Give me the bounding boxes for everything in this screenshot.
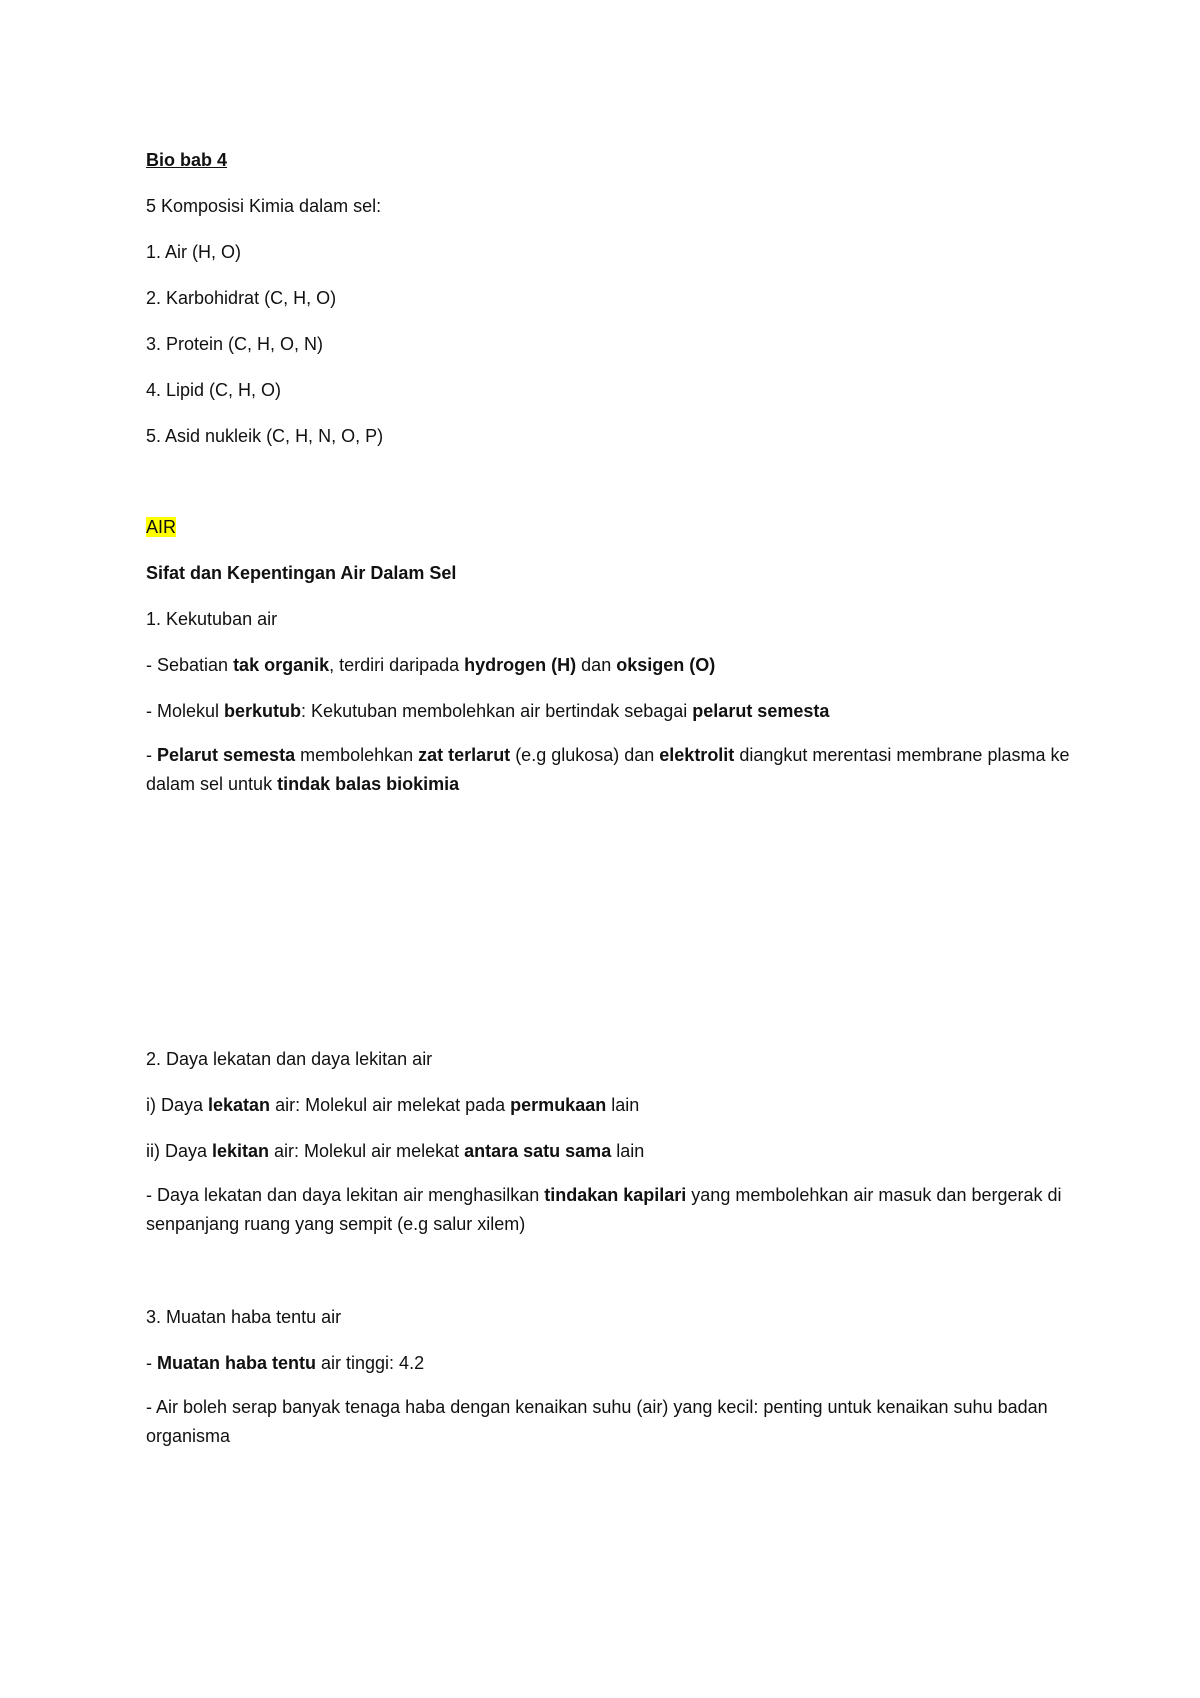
bullet-line (146, 1139, 644, 1163)
doc-title (146, 148, 227, 172)
text-run: : Kekutuban membolehkan air bertindak sebagai (301, 701, 693, 721)
keyword: tindak balas biokimia (277, 774, 460, 794)
subsection-title-3: 3. Muatan haba tentu air (146, 1307, 342, 1327)
keyword: elektrolit (659, 745, 735, 765)
keyword: lekitan (212, 1141, 270, 1161)
text-run: air tinggi: 4.2 (316, 1353, 425, 1373)
text-run: lain (606, 1095, 640, 1115)
text-run: dan (576, 655, 617, 675)
keyword: hydrogen (H) (464, 655, 577, 675)
bullet-line (146, 699, 829, 723)
text-run: - Sebatian (146, 655, 234, 675)
keyword: pelarut semesta (692, 701, 830, 721)
text-run: lain (611, 1141, 645, 1161)
keyword: zat terlarut (418, 745, 511, 765)
bullet-line (146, 1351, 424, 1375)
bullet-line (146, 1093, 639, 1117)
text-run: i) Daya (146, 1095, 209, 1115)
component-item: 2. Karbohidrat (C, H, O) (146, 288, 337, 308)
text-run: - (146, 1353, 157, 1373)
component-item: 1. Air (H, O) (146, 242, 242, 262)
keyword: tindakan kapilari (544, 1185, 687, 1205)
keyword: antara satu sama (464, 1141, 612, 1161)
text-run: (e.g glukosa) dan (510, 745, 660, 765)
text-run: - Molekul (146, 701, 225, 721)
bullet-paragraph (146, 1393, 1076, 1451)
text-run: air: Molekul air melekat pada (270, 1095, 511, 1115)
text-run: membolehkan (295, 745, 419, 765)
highlighted-air-text: AIR (146, 517, 177, 537)
keyword: permukaan (510, 1095, 607, 1115)
keyword: Muatan haba tentu (157, 1353, 317, 1373)
intro-line: 5 Komposisi Kimia dalam sel: (146, 196, 382, 216)
subsection-title-2: 2. Daya lekatan dan daya lekitan air (146, 1049, 433, 1069)
bullet-paragraph (146, 741, 1076, 799)
keyword: Pelarut semesta (157, 745, 296, 765)
text-run: - Daya lekatan dan daya lekitan air menghasilkan (146, 1185, 545, 1205)
component-item: 3. Protein (C, H, O, N) (146, 334, 324, 354)
text-run: , terdiri daripada (329, 655, 465, 675)
keyword: tak organik (233, 655, 330, 675)
component-item: 5. Asid nukleik (C, H, N, O, P) (146, 426, 384, 446)
text-run: - (146, 745, 157, 765)
text-run: - Air boleh serap banyak tenaga haba dengan kenaikan suhu (air) yang kecil: penting untuk kenaikan suhu badan organisma (146, 1397, 1048, 1446)
text-run: diangkut merentasi membrane plasma ke dalam sel untuk (146, 745, 1070, 794)
keyword: berkutub (224, 701, 302, 721)
keyword: oksigen (O) (616, 655, 716, 675)
bullet-line (146, 653, 715, 677)
bullet-paragraph (146, 1181, 1076, 1239)
section-air-label (146, 515, 176, 539)
text-run: air: Molekul air melekat (269, 1141, 465, 1161)
subsection-title-1: 1. Kekutuban air (146, 609, 278, 629)
doc-title-text: Bio bab 4 (146, 150, 228, 170)
section-heading: Sifat dan Kepentingan Air Dalam Sel (146, 563, 457, 583)
text-run: yang membolehkan air masuk dan bergerak di senpanjang ruang yang sempit (e.g salur xilem) (146, 1185, 1062, 1234)
keyword: lekatan (208, 1095, 271, 1115)
component-item: 4. Lipid (C, H, O) (146, 380, 282, 400)
text-run: ii) Daya (146, 1141, 213, 1161)
